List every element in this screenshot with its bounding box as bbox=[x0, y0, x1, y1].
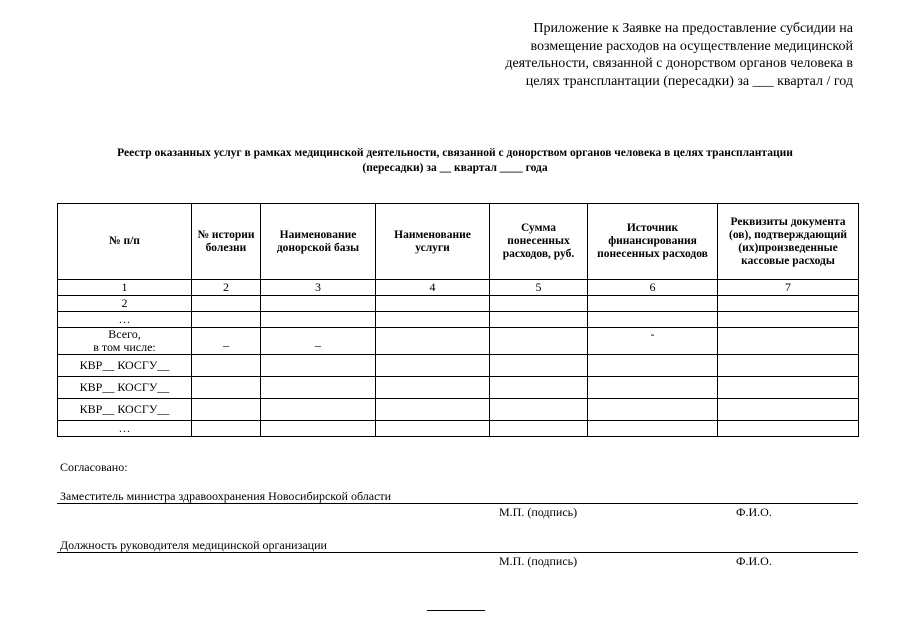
column-header: № п/п bbox=[58, 204, 192, 280]
column-header: Реквизиты документа (ов), подтверждающий (их)произведенные кассовые расходы bbox=[718, 204, 859, 280]
table-cell bbox=[376, 355, 490, 377]
table-cell bbox=[718, 421, 859, 437]
kvr-row bbox=[58, 355, 859, 377]
table-cell bbox=[588, 421, 718, 437]
table-cell bbox=[718, 312, 859, 328]
table-cell bbox=[588, 399, 718, 421]
table-cell bbox=[192, 421, 261, 437]
table-cell bbox=[718, 355, 859, 377]
table-cell bbox=[192, 355, 261, 377]
approved-label: Согласовано: bbox=[60, 460, 128, 474]
table-row bbox=[58, 312, 859, 328]
seal-signature-label: М.П. (подпись) bbox=[499, 554, 578, 568]
column-number: 3 bbox=[261, 280, 376, 296]
signature-block-organization-head bbox=[57, 538, 858, 568]
table-cell bbox=[588, 296, 718, 312]
table-cell bbox=[588, 312, 718, 328]
table-cell bbox=[261, 296, 376, 312]
table-cell bbox=[376, 377, 490, 399]
fio-label: Ф.И.О. bbox=[736, 554, 772, 568]
kvr-row bbox=[58, 377, 859, 399]
column-header: Наименование донорской базы bbox=[261, 204, 376, 280]
column-header: Сумма понесенных расходов, руб. bbox=[490, 204, 588, 280]
table-cell bbox=[261, 355, 376, 377]
column-number: 7 bbox=[718, 280, 859, 296]
column-number: 1 bbox=[58, 280, 192, 296]
table-cell bbox=[261, 399, 376, 421]
column-number-row bbox=[58, 280, 859, 296]
table-cell bbox=[718, 377, 859, 399]
table-cell bbox=[376, 328, 490, 355]
document-title-line: Реестр оказанных услуг в рамках медицинской деятельности, связанной с донорством органов человека в целях трансплантации bbox=[117, 147, 793, 159]
total-dash-cell: _ bbox=[192, 328, 261, 355]
table-cell bbox=[192, 312, 261, 328]
column-number: 4 bbox=[376, 280, 490, 296]
table-cell bbox=[718, 296, 859, 312]
appendix-line: целях трансплантации (пересадки) за ___ квартал / год bbox=[525, 73, 853, 89]
table-cell bbox=[376, 399, 490, 421]
table-cell bbox=[718, 399, 859, 421]
table-cell bbox=[192, 399, 261, 421]
total-label-line: Всего, bbox=[108, 327, 141, 341]
column-header: Наименование услуги bbox=[376, 204, 490, 280]
total-label bbox=[58, 328, 192, 355]
table-cell bbox=[490, 355, 588, 377]
total-label-line: в том числе: bbox=[93, 340, 156, 354]
signature-block-deputy-minister bbox=[57, 489, 858, 519]
table-header-row bbox=[58, 204, 859, 280]
table-cell bbox=[490, 421, 588, 437]
appendix-line: деятельности, связанной с донорством органов человека в bbox=[505, 56, 853, 71]
table-cell bbox=[261, 377, 376, 399]
column-header: № истории болезни bbox=[192, 204, 261, 280]
row-ellipsis: … bbox=[58, 312, 192, 328]
kvr-label: КВР__ КОСГУ__ bbox=[58, 377, 192, 399]
total-row bbox=[58, 328, 859, 355]
total-dash-cell: _ bbox=[261, 328, 376, 355]
column-number: 2 bbox=[192, 280, 261, 296]
table-cell bbox=[490, 296, 588, 312]
seal-signature-label: М.П. (подпись) bbox=[499, 505, 578, 519]
column-number: 6 bbox=[588, 280, 718, 296]
appendix-header bbox=[453, 20, 853, 90]
kvr-row bbox=[58, 399, 859, 421]
appendix-line: возмещение расходов на осуществление медицинской bbox=[530, 38, 853, 54]
signature-role: Должность руководителя медицинской организации bbox=[57, 538, 858, 553]
table-cell bbox=[588, 377, 718, 399]
table-cell bbox=[376, 312, 490, 328]
register-table bbox=[57, 203, 859, 437]
column-number: 5 bbox=[490, 280, 588, 296]
table-row bbox=[58, 296, 859, 312]
table-cell bbox=[261, 421, 376, 437]
table-cell bbox=[192, 296, 261, 312]
kvr-label: КВР__ КОСГУ__ bbox=[58, 399, 192, 421]
total-source-cell: - bbox=[588, 328, 718, 355]
table-cell bbox=[588, 355, 718, 377]
document-title-line: (пересадки) за __ квартал ____ года bbox=[362, 162, 548, 174]
appendix-line: Приложение к Заявке на предоставление субсидии на bbox=[533, 21, 853, 36]
table-cell bbox=[192, 377, 261, 399]
table-cell bbox=[376, 421, 490, 437]
signature-role: Заместитель министра здравоохранения Новосибирской области bbox=[57, 489, 858, 504]
row-ellipsis: … bbox=[58, 421, 192, 437]
table-cell bbox=[376, 296, 490, 312]
table-cell bbox=[490, 312, 588, 328]
footnote-separator bbox=[427, 610, 485, 611]
table-row bbox=[58, 421, 859, 437]
row-number: 2 bbox=[58, 296, 192, 312]
column-header: Источник финансирования понесенных расходов bbox=[588, 204, 718, 280]
table-cell bbox=[490, 328, 588, 355]
kvr-label: КВР__ КОСГУ__ bbox=[58, 355, 192, 377]
fio-label: Ф.И.О. bbox=[736, 505, 772, 519]
table-cell bbox=[261, 312, 376, 328]
table-cell bbox=[718, 328, 859, 355]
table-cell bbox=[490, 377, 588, 399]
document-title bbox=[40, 146, 870, 176]
table-cell bbox=[490, 399, 588, 421]
